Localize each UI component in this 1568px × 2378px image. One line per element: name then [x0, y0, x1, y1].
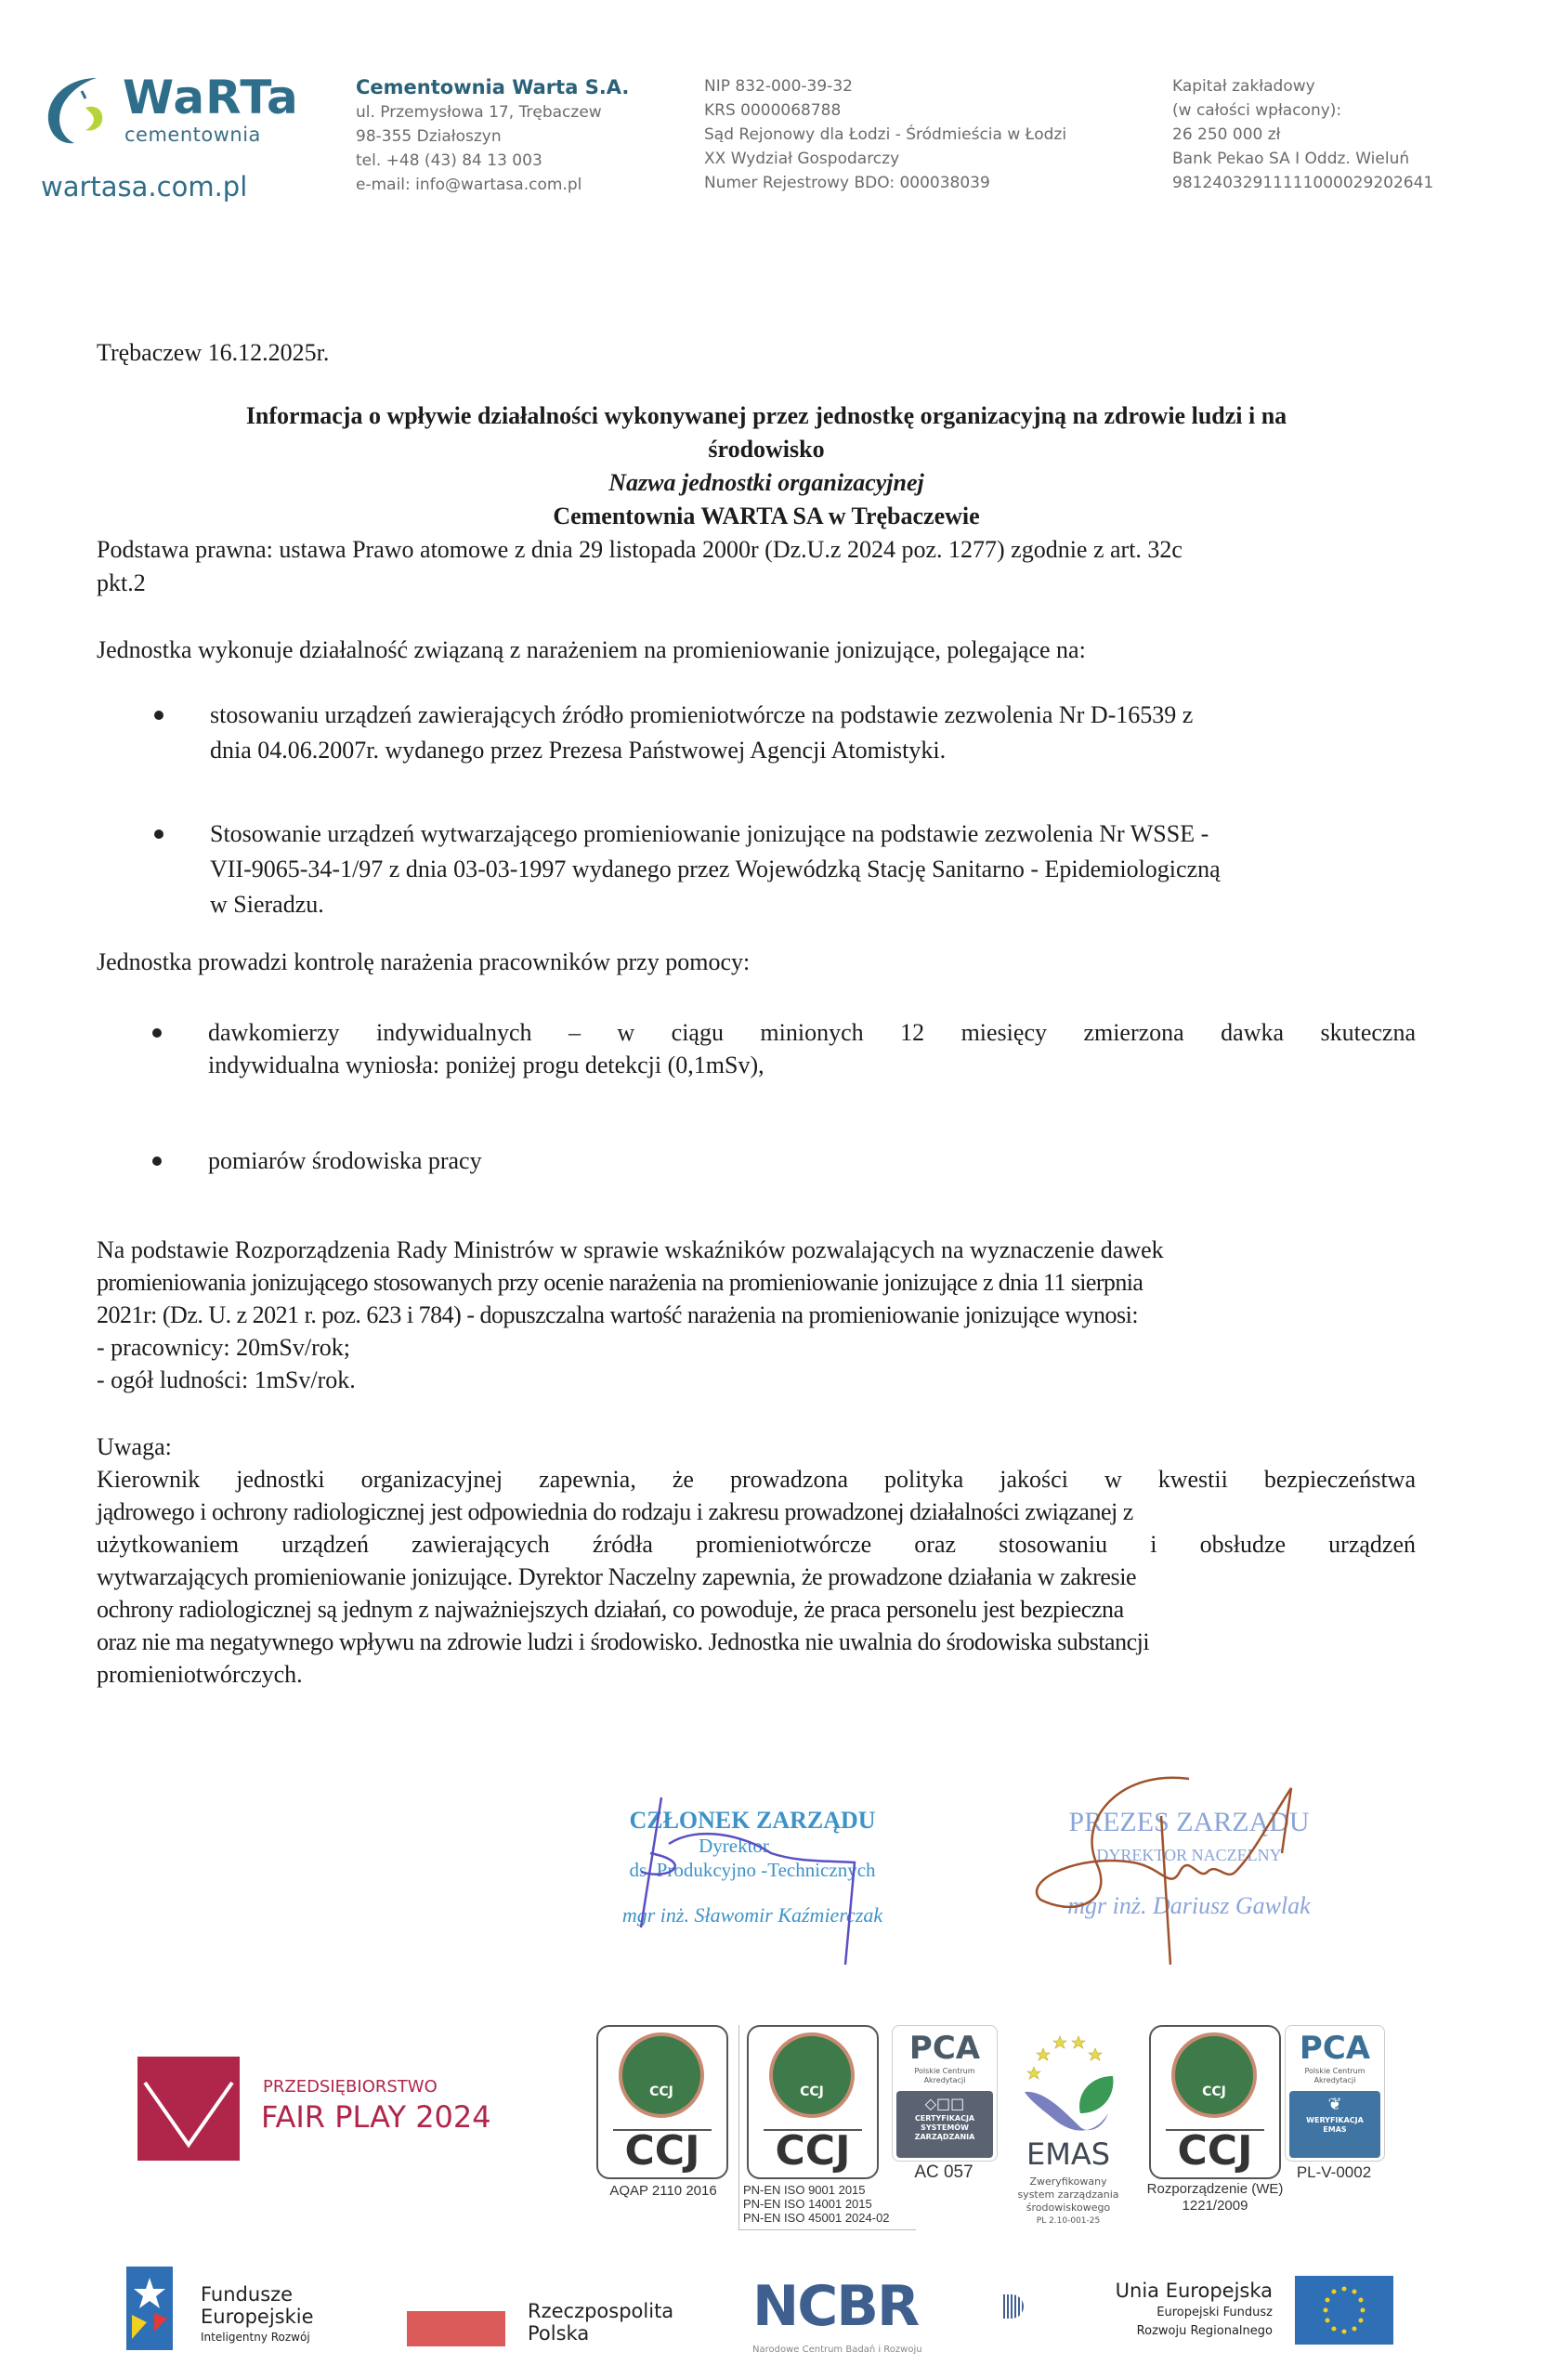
- cert-emas: [1008, 2025, 1129, 2248]
- seal-inner-text: CCJ: [649, 2084, 673, 2099]
- company-name: Cementownia Warta S.A.: [356, 76, 630, 98]
- ncbr-subtitle: Narodowe Centrum Badań i Rozwoju: [752, 2345, 922, 2355]
- bullet-icon: [152, 1156, 162, 1166]
- letterhead: [0, 0, 1568, 223]
- control-item: [152, 1144, 1416, 1177]
- capital-amount: 26 250 000 zł: [1172, 125, 1281, 144]
- document-title-line-2: środowisko: [708, 436, 825, 463]
- cert-caption-line: Zweryfikowany: [1029, 2175, 1107, 2188]
- stamp-title: Dyrektor: [699, 1835, 769, 1857]
- bullet-icon: [154, 711, 163, 720]
- website-link[interactable]: wartasa.com.pl: [41, 171, 248, 203]
- cert-frame: [892, 2025, 998, 2162]
- company-phone: tel. +48 (43) 84 13 003: [356, 151, 542, 170]
- warta-logo: [41, 71, 299, 147]
- pca-panel: [896, 2091, 993, 2158]
- cert-caption: PL-V-0002: [1296, 2163, 1372, 2181]
- activity-line: stosowaniu urządzeń zawierających źródło promieniotwórcze na podstawie zezwolenia Nr D-16539 z: [210, 701, 1194, 728]
- fair-play-line-1: PRZEDSIĘBIORSTWO: [263, 2077, 438, 2097]
- stamp-name: mgr inż. Dariusz Gawlak: [1067, 1892, 1311, 1919]
- signature-block-president: [1022, 1807, 1356, 1955]
- bullet-icon: [154, 830, 163, 839]
- cert-logo-text: CCJ: [624, 2127, 700, 2175]
- brand-subtitle: cementownia: [124, 124, 261, 146]
- note-line: wytwarzających promieniowanie jonizujące. Dyrektor Naczelny zapewnia, że prowadzone działania w zakresie: [97, 1563, 1137, 1590]
- control-intro: Jednostka prowadzi kontrolę narażenia pracowników przy pomocy:: [97, 948, 751, 975]
- legal-basis-line-1: Podstawa prawna: ustawa Prawo atomowe z dnia 29 listopada 2000r (Dz.U.z 2024 poz. 1277) zgodnie z art. 32c: [97, 536, 1183, 563]
- fair-play-badge: [137, 2057, 555, 2168]
- fair-play-line-2: FAIR PLAY 2024: [261, 2099, 491, 2135]
- cert-frame: [596, 2025, 728, 2179]
- fair-play-logo: [137, 2057, 240, 2161]
- pca-logo: PCA: [908, 2030, 981, 2067]
- control-line: pomiarów środowiska pracy: [208, 1147, 482, 1174]
- legal-basis-line-2: pkt.2: [97, 569, 146, 596]
- stamp-role: PREZES ZARZĄDU: [1068, 1807, 1310, 1837]
- fe-line: Inteligentny Rozwój: [201, 2331, 310, 2344]
- pca-panel: [1289, 2091, 1380, 2158]
- eu-flag-icon: [1295, 2276, 1393, 2345]
- cert-frame: [1285, 2025, 1385, 2162]
- signature-block-member: [557, 1807, 947, 1955]
- activity-line: w Sieradzu.: [210, 891, 324, 918]
- handwritten-signature-icon: [1022, 1760, 1356, 1965]
- ue-line: Europejski Fundusz: [1156, 2306, 1273, 2319]
- pca-panel-text: CERTYFIKACJA SYSTEMÓW ZARZĄDZANIA: [914, 2114, 975, 2141]
- activity-line: dnia 04.06.2007r. wydanego przez Prezesa Państwowej Agencji Atomistyki.: [210, 737, 947, 764]
- cert-caption-line: PN-EN ISO 9001 2015: [743, 2183, 866, 2197]
- bdo-number: Numer Rejestrowy BDO: 000038039: [704, 174, 990, 192]
- activity-item: [154, 817, 1418, 921]
- company-address: [356, 74, 662, 197]
- rp-flag: [407, 2311, 505, 2346]
- ncbr-dots-icon: [1003, 2294, 1024, 2319]
- cert-caption-line: PL 2.10-001-25: [1036, 2216, 1101, 2226]
- note-line: oraz nie ma negatywnego wpływu na zdrowie ludzi i środowisko. Jednostka nie uwalnia do środowiska substancji: [97, 1628, 1150, 1655]
- stamp-title: DYREKTOR NACZELNY: [1096, 1846, 1282, 1864]
- pca-panel-text: WERYFIKACJA EMAS: [1306, 2116, 1364, 2134]
- cert-caption-line: system zarządzania: [1017, 2189, 1119, 2201]
- nip-number: NIP 832-000-39-32: [704, 77, 853, 96]
- cert-caption-line: Rozporządzenie (WE): [1146, 2181, 1284, 2197]
- capital-paid-note: (w całości wpłacony):: [1172, 101, 1342, 120]
- capital-label: Kapitał zakładowy: [1172, 77, 1315, 96]
- ccj-seal-icon: [769, 2032, 855, 2118]
- bank-name: Bank Pekao SA I Oddz. Wieluń: [1172, 150, 1410, 168]
- feather-icon: ❦: [1327, 2095, 1342, 2114]
- cert-logo-text: CCJ: [1177, 2127, 1253, 2175]
- v-check-icon: [137, 2057, 240, 2161]
- rp-line: Polska: [528, 2322, 590, 2345]
- address-line-2: 98-355 Działoszyn: [356, 127, 502, 146]
- company-email[interactable]: e-mail: info@wartasa.com.pl: [356, 176, 582, 194]
- rp-text: [528, 2300, 673, 2345]
- note-line: promieniotwórczych.: [97, 1661, 303, 1688]
- cert-ccj-iso: [738, 2025, 916, 2230]
- ncbr-logo: NCBR: [752, 2274, 919, 2339]
- cert-caption: AC 057: [914, 2162, 973, 2182]
- activity-line: VII-9065-34-1/97 z dnia 03-03-1997 wydanego przez Wojewódzką Stację Sanitarno - Epidemiologiczną: [210, 856, 1221, 882]
- company-registry: [704, 74, 1141, 195]
- pca-logo: PCA: [1299, 2030, 1371, 2067]
- control-item: [152, 1016, 1416, 1081]
- stamp-name: mgr inż. Sławomir Kaźmierczak: [621, 1903, 883, 1927]
- limit-workers: - pracownicy: 20mSv/rok;: [97, 1334, 350, 1361]
- ue-line: Unia Europejska: [1115, 2280, 1273, 2302]
- cert-logo-text: CCJ: [775, 2127, 851, 2175]
- rp-line: Rzeczpospolita: [528, 2300, 674, 2322]
- note-line: jądrowego i ochrony radiologicznej jest odpowiednia do rodzaju i zakresu prowadzonej działalności związanej z: [97, 1498, 1133, 1525]
- cert-caption-line: środowiskowego: [1026, 2202, 1111, 2214]
- krs-number: KRS 0000068788: [704, 101, 842, 120]
- seal-inner-text: CCJ: [800, 2084, 824, 2099]
- address-line-1: ul. Przemysłowa 17, Trębaczew: [356, 103, 602, 122]
- emas-logo-icon: [1015, 2025, 1122, 2150]
- chain-icon: ◇□□: [924, 2095, 965, 2112]
- bullet-icon: [152, 1028, 162, 1038]
- unit-name: Cementownia WARTA SA w Trębaczewie: [553, 503, 980, 529]
- fe-star-icon: [126, 2267, 173, 2350]
- pca-subtitle: Polskie Centrum Akredytacji: [1304, 2067, 1365, 2084]
- registry-court: Sąd Rejonowy dla Łodzi - Śródmieścia w Łodzi: [704, 125, 1067, 144]
- ccj-seal-icon: [619, 2032, 704, 2118]
- court-division: XX Wydział Gospodarczy: [704, 150, 900, 168]
- control-line: indywidualna wyniosła: poniżej progu detekcji (0,1mSv),: [208, 1052, 764, 1078]
- regulation-line: 2021r: (Dz. U. z 2021 r. poz. 623 i 784) - dopuszczalna wartość narażenia na promieniowanie jonizujące wynosi:: [97, 1301, 1139, 1328]
- regulation-line: promieniowania jonizującego stosowanych przy ocenie narażenia na promieniowanie jonizujące z dnia 11 sierpnia: [97, 1269, 1143, 1296]
- cert-ccj-aqap: [595, 2025, 732, 2211]
- note-line: ochrony radiologicznej są jednym z najważniejszych działań, co powoduje, że praca personelu jest bezpieczna: [97, 1596, 1124, 1623]
- activity-line: Stosowanie urządzeń wytwarzającego promieniowanie jonizujące na podstawie zezwolenia Nr WSSE -: [210, 820, 1209, 847]
- cert-frame: [1149, 2025, 1281, 2179]
- bank-account: 98124032911111000029202641: [1172, 174, 1434, 192]
- fe-line: Fundusze: [201, 2283, 294, 2306]
- activity-item: [154, 699, 1418, 766]
- cert-caption: AQAP 2110 2016: [609, 2183, 717, 2199]
- handwritten-signature-icon: [613, 1788, 892, 1965]
- note-label: Uwaga:: [97, 1433, 172, 1460]
- fe-line: Europejskie: [201, 2306, 314, 2328]
- ccj-seal-icon: [1171, 2032, 1257, 2118]
- activity-intro: Jednostka wykonuje działalność związaną z narażeniem na promieniowanie jonizujące, polegające na:: [97, 636, 1086, 663]
- fe-text: [201, 2283, 314, 2346]
- control-line: dawkomierzy indywidualnych – w ciągu minionych 12 miesięcy zmierzona dawka skuteczna: [208, 1019, 1416, 1046]
- cert-caption: [743, 2183, 916, 2225]
- brand-name: WaRTa: [123, 71, 299, 124]
- cert-caption-line: 1221/2009: [1182, 2198, 1248, 2214]
- unit-label: Nazwa jednostki organizacyjnej: [608, 469, 924, 496]
- place-date: Trębaczew 16.12.2025r.: [97, 339, 330, 366]
- limit-public: - ogół ludności: 1mSv/rok.: [97, 1366, 356, 1393]
- ue-text: [1087, 2278, 1273, 2341]
- pca-subtitle: Polskie Centrum Akredytacji: [914, 2067, 975, 2084]
- note-line: użytkowaniem urządzeń zawierających źródła promieniotwórcze oraz stosowaniu i obsłudze urządzeń: [97, 1531, 1416, 1558]
- regulation-paragraph: [97, 1234, 1416, 1396]
- note-section: [97, 1431, 1416, 1691]
- cert-caption: [1008, 2175, 1129, 2228]
- stamp-role: CZŁONEK ZARZĄDU: [629, 1807, 876, 1834]
- note-line: Kierownik jednostki organizacyjnej zapewnia, że prowadzona polityka jakości w kwestii bezpieczeństwa: [97, 1466, 1416, 1493]
- cert-frame: [747, 2025, 879, 2179]
- emas-logo-text: EMAS: [1026, 2136, 1111, 2172]
- seal-inner-text: CCJ: [1202, 2084, 1226, 2099]
- fe-logo: [126, 2267, 173, 2350]
- document-title-line-1: Informacja o wpływie działalności wykonywanej przez jednostkę organizacyjną na zdrowie ludzi i na: [245, 402, 1287, 429]
- cert-pca-ac057: [892, 2025, 1003, 2211]
- warta-swoosh-icon: [41, 72, 115, 147]
- cert-pca-emas: [1285, 2025, 1396, 2211]
- ue-line: Rozwoju Regionalnego: [1136, 2324, 1273, 2338]
- company-capital: [1172, 74, 1562, 195]
- stamp-title: ds. Produkcyjno -Technicznych: [629, 1859, 876, 1881]
- funding-strip: [121, 2267, 1440, 2369]
- regulation-line: Na podstawie Rozporządzenia Rady Ministrów w sprawie wskaźników pozwalających na wyznaczenie dawek: [97, 1236, 1164, 1263]
- cert-caption-line: PN-EN ISO 14001 2015: [743, 2197, 872, 2211]
- cert-caption: [1145, 2181, 1285, 2215]
- cert-caption-line: PN-EN ISO 45001 2024-02: [743, 2211, 890, 2225]
- cert-ccj-we: [1145, 2025, 1285, 2229]
